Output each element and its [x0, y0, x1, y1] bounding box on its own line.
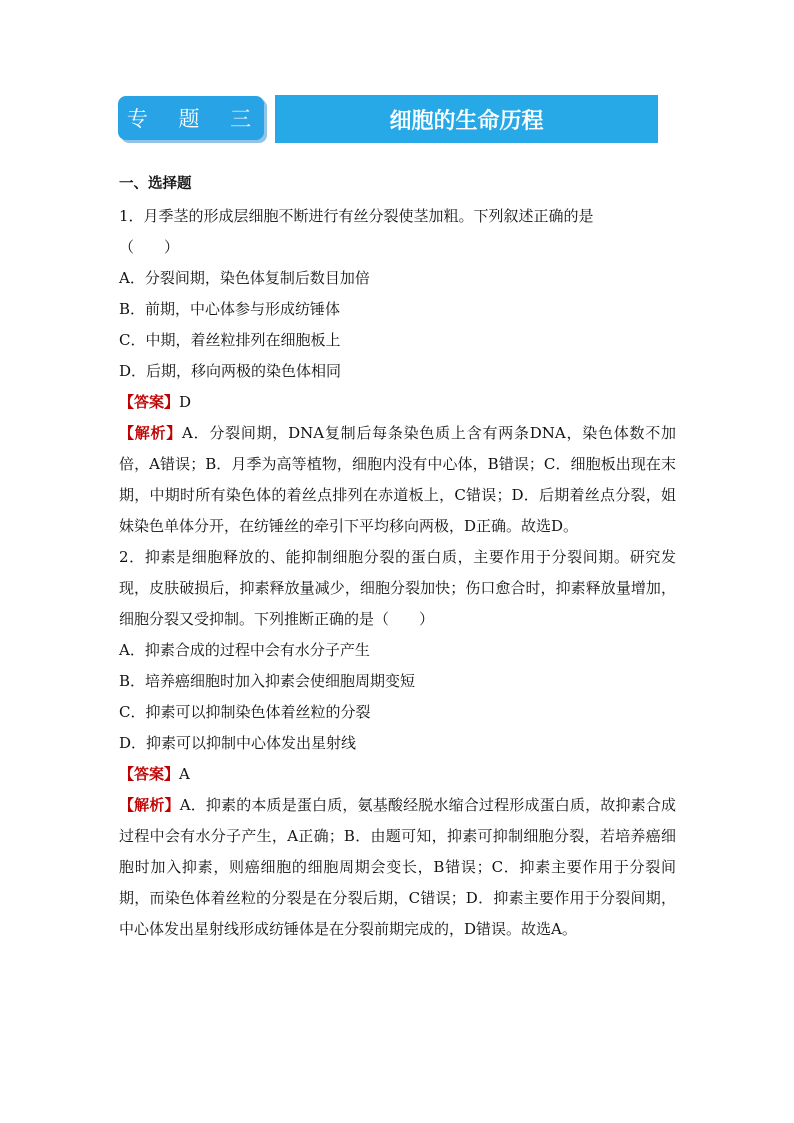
section-title: 一、选择题	[119, 176, 192, 192]
question-2-answer	[119, 759, 676, 790]
question-1-option-c: C．中期，着丝粒排列在细胞板上	[119, 331, 341, 349]
question-2-option-a: A．抑素合成的过程中会有水分子产生	[119, 641, 370, 659]
topic-title: 细胞的生命历程	[389, 108, 544, 134]
analysis-tag: 【解析】	[119, 424, 183, 442]
answer-value: A	[179, 765, 190, 783]
question-2-option-b: B．培养癌细胞时加入抑素会使细胞周期变短	[119, 672, 416, 690]
question-2-option-d: D．抑素可以抑制中心体发出星射线	[119, 734, 357, 752]
question-2	[119, 542, 676, 945]
topic-label-banner	[118, 96, 264, 140]
question-2-stem: 2．抑素是细胞释放的、能抑制细胞分裂的蛋白质，主要作用于分裂间期。研究发现，皮肤破损后，抑素释放量减少，细胞分裂加快；伤口愈合时，抑素释放量增加，细胞分裂又受抑制。下列推断正确的是（ ）	[119, 548, 676, 628]
question-2-option-c: C．抑素可以抑制染色体着丝粒的分裂	[119, 703, 371, 721]
question-1-option-a: A．分裂间期，染色体复制后数目加倍	[119, 269, 370, 287]
analysis-text: A．分裂间期，DNA复制后每条染色质上含有两条DNA，染色体数不加倍，A错误；B．月季为高等植物，细胞内没有中心体，B错误；C．细胞板出现在末期，中期时所有染色体的着丝点排列在赤道板上，C错误；D．后期着丝点分裂，姐妹染色单体分开，在纺锤丝的牵引下平均移向两极，D正确。故选D。	[119, 424, 676, 535]
answer-tag: 【答案】	[119, 765, 180, 783]
question-1	[119, 201, 676, 542]
topic-label: 专 题 三	[126, 107, 264, 131]
document-body	[119, 170, 676, 945]
question-1-paren: （ ）	[119, 238, 180, 256]
question-1-analysis	[119, 418, 676, 542]
answer-tag: 【答案】	[119, 393, 180, 411]
question-1-answer	[119, 387, 676, 418]
answer-value: D	[179, 393, 192, 411]
question-2-analysis	[119, 790, 676, 945]
topic-title-banner	[275, 95, 658, 143]
analysis-tag: 【解析】	[119, 796, 180, 814]
question-1-option-b: B．前期，中心体参与形成纺锤体	[119, 300, 341, 318]
analysis-text: A．抑素的本质是蛋白质，氨基酸经脱水缩合过程形成蛋白质，故抑素合成过程中会有水分子产生，A正确；B．由题可知，抑素可抑制细胞分裂，若培养癌细胞时加入抑素，则癌细胞的细胞周期会变长，B错误；C．抑素主要作用于分裂间期，而染色体着丝粒的分裂是在分裂后期，C错误；D．抑素主要作用于分裂间期，中心体发出星射线形成纺锤体是在分裂前期完成的，D错误。故选A。	[119, 796, 676, 938]
question-1-stem: 1．月季茎的形成层细胞不断进行有丝分裂使茎加粗。下列叙述正确的是	[119, 207, 594, 225]
question-1-option-d: D．后期，移向两极的染色体相同	[119, 362, 342, 380]
